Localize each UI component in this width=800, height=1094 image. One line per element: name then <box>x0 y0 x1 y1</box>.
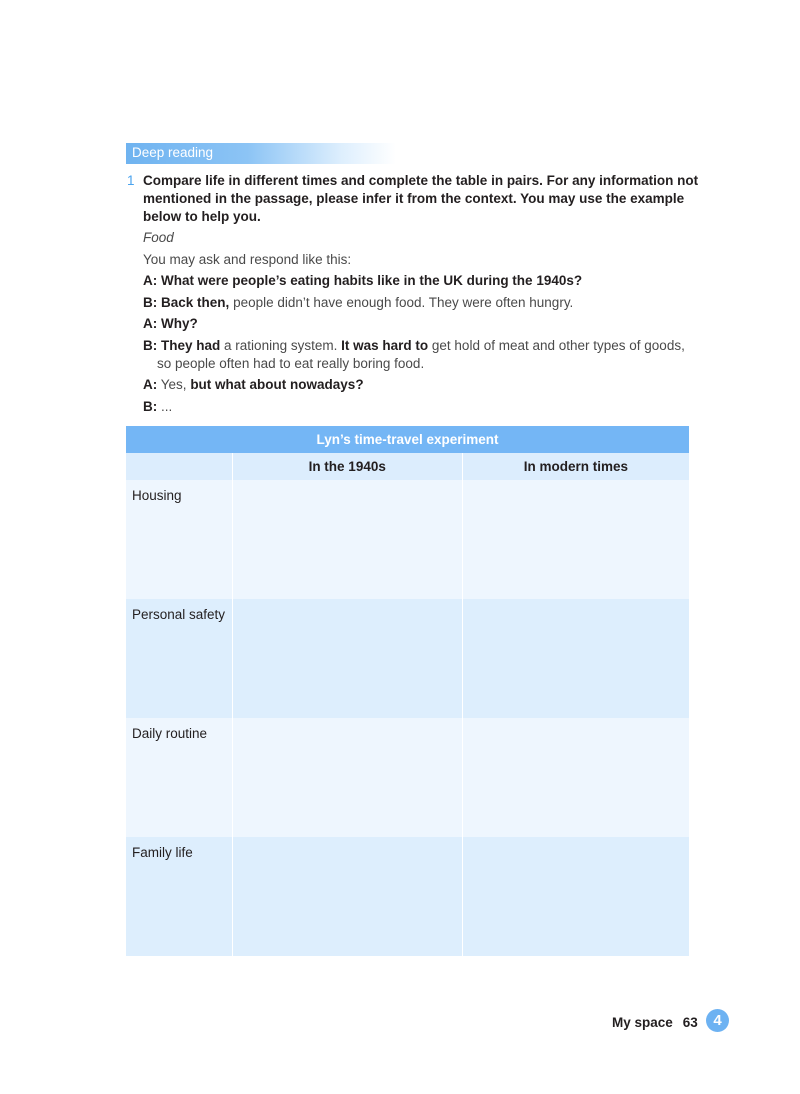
dialogue-text: a rationing system. <box>224 337 338 353</box>
column-header <box>126 453 232 480</box>
row-label: Housing <box>132 488 182 503</box>
dialogue-text: people didn’t have enough food. They were often hungry. <box>233 294 574 310</box>
answer-cell[interactable] <box>463 718 689 837</box>
table-row <box>126 480 689 599</box>
dialogue-line <box>143 294 693 312</box>
dialogue-text: Yes, <box>160 377 187 392</box>
speaker: A: <box>143 377 158 392</box>
section-title: Deep reading <box>132 145 214 160</box>
dialogue-line <box>143 272 693 290</box>
column-header: In modern times <box>523 459 629 474</box>
dialogue-example <box>143 229 693 419</box>
section-header <box>126 143 396 164</box>
dialogue-bold: What were people’s eating habits like in the UK during the 1940s? <box>161 273 583 288</box>
dialogue-text: get hold of meat and other types of goods, so people often had to eat really boring food. <box>157 337 685 371</box>
table-row <box>126 837 689 956</box>
speaker: A: <box>143 273 158 288</box>
speaker: B: <box>143 337 158 353</box>
answer-cell[interactable] <box>232 718 463 837</box>
table-row <box>126 718 689 837</box>
dialogue-line <box>143 337 693 373</box>
column-header: In the 1940s <box>232 453 463 480</box>
table-row <box>126 599 689 718</box>
answer-cell[interactable] <box>232 480 463 599</box>
speaker: A: <box>143 316 158 331</box>
speaker: B: <box>143 294 158 310</box>
dialogue-bold: Back then, <box>161 294 230 310</box>
comparison-table <box>126 426 689 956</box>
row-label: Personal safety <box>132 607 226 622</box>
answer-cell[interactable] <box>232 599 463 718</box>
unit-number-badge: 4 <box>706 1009 729 1032</box>
dialogue-bold: They had <box>161 337 221 353</box>
row-label: Daily routine <box>132 726 208 741</box>
row-label: Family life <box>132 845 193 860</box>
dialogue-bold: but what about nowadays? <box>190 377 364 392</box>
dialogue-bold: Why? <box>161 316 198 331</box>
example-intro: You may ask and respond like this: <box>143 251 352 267</box>
unit-name: My space <box>612 1015 673 1030</box>
dialogue-line <box>143 376 693 394</box>
speaker: B: <box>143 398 158 414</box>
table-title: Lyn’s time-travel experiment <box>126 426 689 453</box>
dialogue-line <box>143 315 693 333</box>
dialogue-text: ... <box>161 398 173 414</box>
answer-cell[interactable] <box>463 837 689 956</box>
page-number: 63 <box>682 1015 698 1030</box>
answer-cell[interactable] <box>463 480 689 599</box>
dialogue-line <box>143 398 693 416</box>
exercise-number: 1 <box>127 173 135 188</box>
answer-cell[interactable] <box>463 599 689 718</box>
table-header-row <box>126 453 689 480</box>
exercise-instruction: Compare life in different times and complete the table in pairs. For any information not mentioned in the passage, please infer it from the context. You may use the example below to help you. <box>143 173 699 224</box>
page-footer <box>612 1015 698 1030</box>
example-topic: Food <box>143 230 174 245</box>
answer-cell[interactable] <box>232 837 463 956</box>
dialogue-bold: It was hard to <box>341 337 429 353</box>
